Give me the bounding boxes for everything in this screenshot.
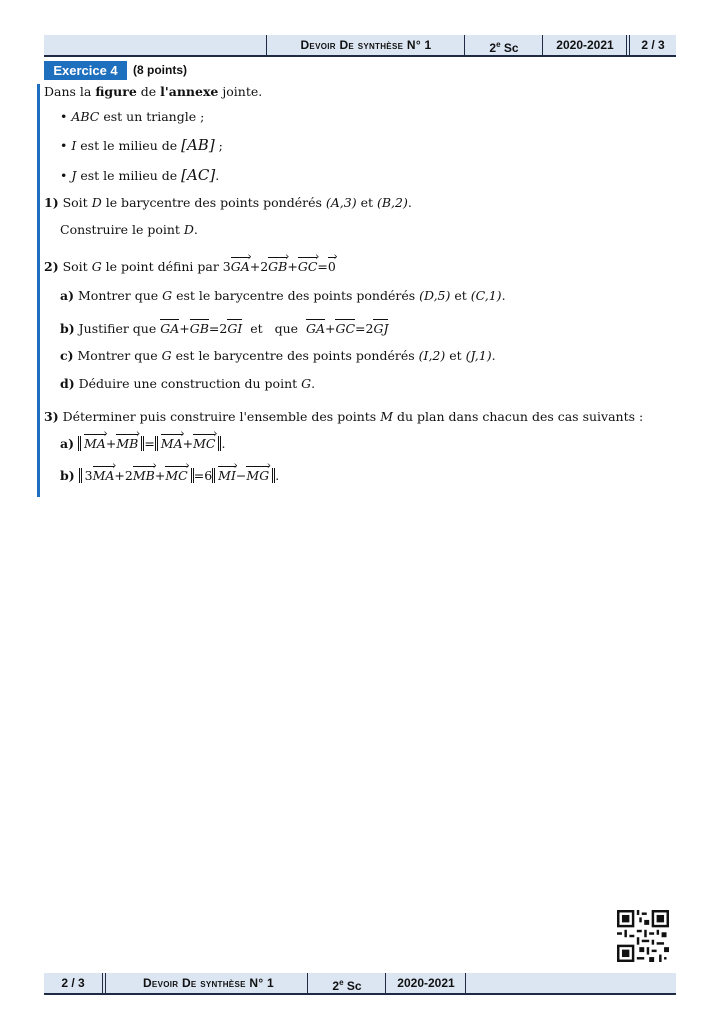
footer-title-text: Devoir De synthèse N° 1	[142, 976, 275, 990]
q3a-plus-2: +	[182, 436, 194, 451]
footer-class-main: 2	[332, 979, 340, 993]
q1-end: .	[407, 195, 412, 210]
q1-sub-text: Construire le point	[60, 222, 184, 237]
bullet-2-text: est le milieu de	[76, 138, 182, 153]
bullet-2-end: ;	[214, 138, 223, 153]
q2a-et: et	[450, 288, 471, 303]
q2-eq: =	[317, 259, 328, 274]
header-class-sup: e	[496, 40, 501, 49]
q2-text-1: Soit	[58, 259, 92, 274]
q3a-norm-left	[78, 436, 144, 451]
bullet-1: • ABC est un triangle ;	[60, 109, 205, 124]
bullet-2: • I est le milieu de [AB] ;	[60, 136, 223, 154]
header-bar	[44, 35, 676, 57]
q1-point-2: (B,2)	[376, 195, 408, 210]
q3a-plus: +	[105, 436, 117, 451]
q2b-eq-2: =2	[355, 321, 374, 336]
q2c-text-2: est le barycentre des points pondérés	[171, 348, 419, 363]
q2c-G: G	[161, 348, 172, 363]
q3a-vec-MB: MB ›	[116, 436, 138, 451]
q2b-vec-GC: GC	[335, 321, 356, 336]
q2a-text-1: Montrer que	[74, 288, 163, 303]
q2b-plus-2: +	[324, 321, 336, 336]
bullet-3: • J est le milieu de [AC].	[60, 166, 220, 184]
q2-plus-1: +2	[249, 259, 269, 274]
q1-sub	[60, 222, 198, 237]
q2-plus-2: +	[287, 259, 298, 274]
q2a-G: G	[162, 288, 173, 303]
q3b-eq: =6	[193, 468, 213, 483]
q2b-number: b)	[60, 321, 75, 336]
q3b-coef-3: 3	[84, 468, 93, 483]
q3a-vec-MA-2: MA ›	[161, 436, 183, 451]
footer-page: 2 / 3	[61, 976, 85, 990]
q3-number: 3)	[44, 409, 59, 424]
q3b-vec-MI: MI ›	[218, 468, 236, 483]
q3a-norm-right	[155, 436, 222, 451]
q2b-vec-GB: GB	[189, 321, 209, 336]
q1-line	[44, 195, 412, 210]
q3b-minus: −	[235, 468, 247, 483]
q2d-line	[60, 376, 315, 391]
q3b-plus-2: +2	[114, 468, 133, 483]
q2c-end: .	[491, 348, 496, 363]
intro-line	[44, 84, 262, 99]
footer-year: 2020-2021	[385, 973, 466, 993]
q2-vec-zero: 0 ›	[328, 259, 336, 274]
q2-line	[44, 259, 336, 274]
q2d-text-1: Déduire une construction du point	[74, 376, 302, 391]
q1-number: 1)	[44, 195, 59, 210]
q1-sub-D: D	[183, 222, 194, 237]
q2a-line	[60, 288, 506, 303]
footer-end-rule	[465, 973, 466, 993]
bullet-3-end: .	[215, 168, 220, 183]
footer-bar	[44, 973, 676, 995]
exercise-points: (8 points)	[133, 63, 187, 77]
q2b-vec-GI: GI	[227, 321, 243, 336]
q1-text-2: le barycentre des points pondérés	[101, 195, 326, 210]
intro-figure: figure	[95, 84, 137, 99]
q2-coef-3: 3	[222, 259, 231, 274]
exercise-label: Exercice 4	[44, 61, 127, 80]
q2b-plus: +	[179, 321, 190, 336]
q3a-number: a)	[60, 436, 75, 451]
header-title	[266, 35, 465, 55]
footer-title	[102, 973, 311, 993]
q3b-number: b)	[60, 468, 75, 483]
bullet-1-math: ABC	[71, 109, 100, 124]
q3a-end: .	[221, 436, 226, 451]
bullet-3-seg: [AC]	[181, 166, 216, 184]
q2b-text-1: Justifier que	[74, 321, 161, 336]
q2a-text-2: est le barycentre des points pondérés	[172, 288, 420, 303]
q3a-line	[60, 436, 225, 451]
header-page: 2 / 3	[626, 35, 676, 55]
q2c-et: et	[445, 348, 466, 363]
q2c-point-2: (J,1)	[465, 348, 492, 363]
q2-vec-GC: GC ›	[298, 259, 318, 274]
q2b-eq: =2	[208, 321, 228, 336]
q2b-et-que: et que	[242, 321, 306, 336]
q3a-eq: =	[144, 436, 155, 451]
q2d-number: d)	[60, 376, 75, 391]
q2-number: 2)	[44, 259, 59, 274]
q2b-vec-GA-2: GA	[305, 321, 325, 336]
q2a-point-2: (C,1)	[470, 288, 502, 303]
intro-text-3: jointe.	[218, 84, 263, 99]
q2a-number: a)	[60, 288, 75, 303]
q2d-G: G	[301, 376, 312, 391]
q2a-point-1: (D,5)	[419, 288, 451, 303]
header-year: 2020-2021	[542, 35, 627, 55]
q2d-end: .	[311, 376, 316, 391]
q1-D: D	[91, 195, 102, 210]
q3b-vec-MA: MA ›	[93, 468, 115, 483]
intro-annexe: l'annexe	[160, 84, 219, 99]
header-class-rest: Sc	[500, 41, 519, 55]
q3b-end: .	[275, 468, 280, 483]
q3-line	[44, 409, 643, 424]
q2-vec-GB: GB ›	[268, 259, 287, 274]
q3b-vec-MC: MC ›	[165, 468, 187, 483]
q3a-vec-MC: MC ›	[193, 436, 215, 451]
q2-G: G	[91, 259, 102, 274]
bullet-2-seg: [AB]	[181, 136, 215, 154]
footer-class-rest: Sc	[343, 979, 362, 993]
bullet-3-text: est le milieu de	[76, 168, 182, 183]
q1-sub-end: .	[193, 222, 198, 237]
q2a-end: .	[501, 288, 506, 303]
bullet-2-math: I	[71, 138, 77, 153]
q3b-norm-right	[212, 468, 275, 483]
q2b-vec-GA: GA	[160, 321, 180, 336]
q2c-number: c)	[60, 348, 74, 363]
q3-text-1: Déterminer puis construire l'ensemble des points	[58, 409, 381, 424]
q3b-vec-MB: MB ›	[133, 468, 155, 483]
q3a-vec-MA: MA ›	[84, 436, 106, 451]
q2c-point-1: (I,2)	[418, 348, 446, 363]
q1-et: et	[356, 195, 377, 210]
header-class-main: 2	[489, 41, 497, 55]
qr-code-icon	[617, 910, 669, 962]
q2b-vec-GJ: GJ	[373, 321, 389, 336]
intro-text-1: Dans la	[44, 84, 96, 99]
q3b-line	[60, 468, 279, 483]
q1-text-1: Soit	[58, 195, 92, 210]
q2c-line	[60, 348, 496, 363]
q1-point-1: (A,3)	[325, 195, 357, 210]
header-title-text: Devoir De synthèse N° 1	[300, 38, 432, 52]
q2-text-2: le point défini par	[101, 259, 223, 274]
q3-M: M	[380, 409, 393, 424]
left-accent-rule	[37, 84, 40, 497]
q3b-vec-MG: MG ›	[246, 468, 269, 483]
footer-class	[307, 973, 386, 993]
bullet-3-math: J	[71, 168, 77, 183]
intro-text-2: de	[136, 84, 161, 99]
q3-text-2: du plan dans chacun des cas suivants :	[393, 409, 644, 424]
q2c-text-1: Montrer que	[73, 348, 162, 363]
q3b-norm-left	[79, 468, 194, 483]
q2-vec-GA: GA ›	[231, 259, 250, 274]
q2b-line	[60, 319, 388, 336]
header-class	[464, 35, 543, 55]
footer-class-sup: e	[339, 978, 344, 987]
q3b-plus: +	[154, 468, 166, 483]
bullet-1-text: est un triangle ;	[99, 109, 205, 124]
